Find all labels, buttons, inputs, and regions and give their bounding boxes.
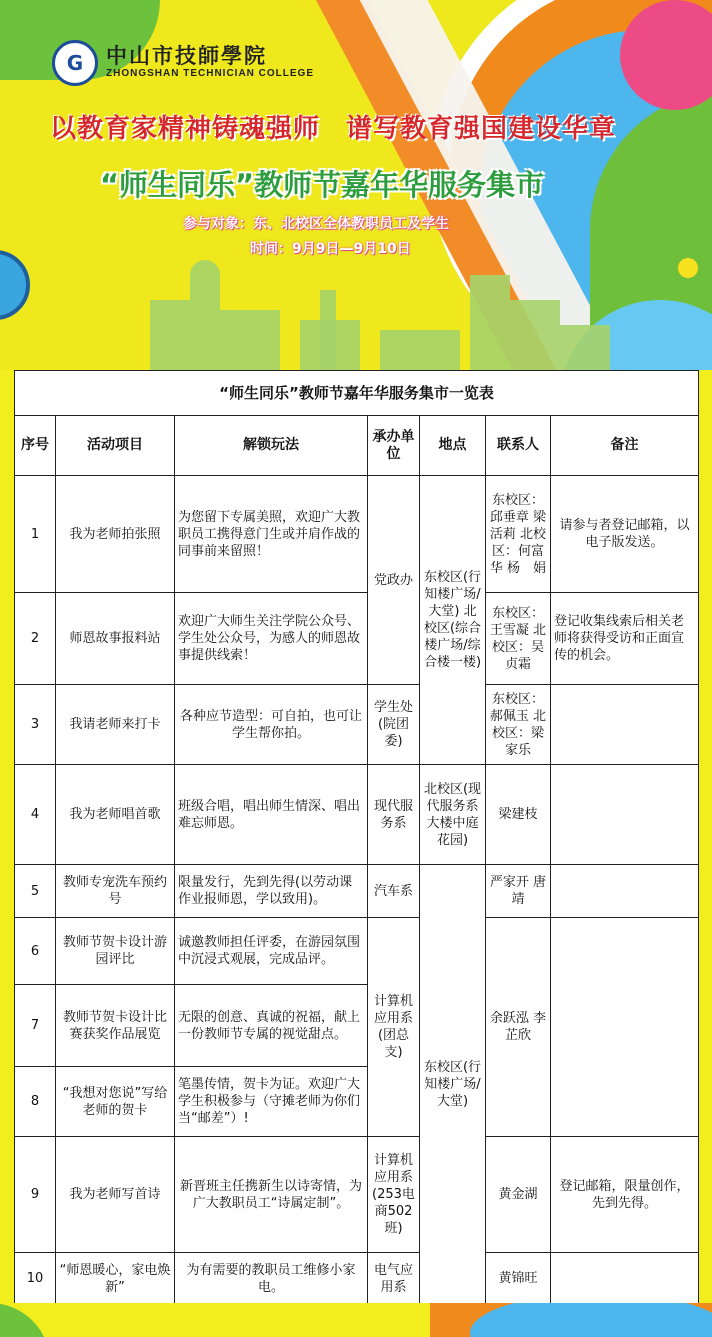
row-organizer: 学生处(院团委) [368,685,420,765]
row-note [551,865,699,918]
row-organizer: 计算机应用系(253电商502班) [368,1137,420,1253]
college-emblem-icon: G [52,40,98,86]
row-play: 笔墨传情，贺卡为证。欢迎广大学生积极参与（守摊老师为你们当“邮差”）! [175,1067,368,1137]
row-activity: 师恩故事报料站 [56,593,175,685]
participants-text: 参与对象：东、北校区全体教职员工及学生 [183,216,449,232]
row-activity: 教师节贺卡设计比赛获奖作品展览 [56,985,175,1067]
header-organizer: 承办单位 [368,416,420,476]
header-activity: 活动项目 [56,416,175,476]
table-row [15,765,699,865]
row-location: 东校区(行知楼广场/大堂) 北校区(综合楼广场/综合楼一楼) [420,476,486,765]
row-contact: 黄锦旺 [486,1253,551,1305]
table-row [15,593,699,685]
row-activity: “师恩暖心，家电焕新” [56,1253,175,1305]
header-contact: 联系人 [486,416,551,476]
row-play: 欢迎广大师生关注学院公众号、学生处公众号，为感人的师恩故事提供线索！ [175,593,368,685]
decorative-yellow-dot [678,258,698,278]
row-note [551,1253,699,1305]
row-play: 为您留下专属美照，欢迎广大教职员工携得意门生或并肩作战的同事前来留照！ [175,476,368,593]
row-index: 5 [15,865,56,918]
bottom-decoration [0,1303,712,1337]
college-name-en: ZHONGSHAN TECHNICIAN COLLEGE [106,68,314,79]
row-note [551,765,699,865]
row-contact: 严家开 唐 靖 [486,865,551,918]
row-index: 7 [15,985,56,1067]
row-note [551,685,699,765]
row-contact: 东校区：邱垂章 梁活莉 北校区：何富华 杨 娟 [486,476,551,593]
row-activity: 我为老师拍张照 [56,476,175,593]
header-banner [0,0,712,370]
row-activity: 我为老师写首诗 [56,1137,175,1253]
row-index: 6 [15,918,56,985]
row-index: 3 [15,685,56,765]
row-index: 10 [15,1253,56,1305]
row-organizer: 计算机应用系(团总支) [368,918,420,1137]
row-organizer: 党政办 [368,476,420,685]
row-index: 1 [15,476,56,593]
slogan-right: 谱写教育强国建设华章 [346,114,617,144]
row-note [551,918,699,1137]
time-text: 时间：9月9日—9月10日 [250,241,411,257]
row-contact: 余跃泓 李芷欣 [486,918,551,1137]
table-row [15,918,699,985]
row-index: 8 [15,1067,56,1137]
college-name-cn: 中山市技師學院 [106,43,267,68]
row-activity: 教师节贺卡设计游园评比 [56,918,175,985]
row-note: 登记收集线索后相关老师将获得受访和正面宣传的机会。 [551,593,699,685]
table-row [15,1253,699,1305]
row-contact: 梁建枝 [486,765,551,865]
row-play: 无限的创意、真诚的祝福，献上一份教师节专属的视觉甜点。 [175,985,368,1067]
row-note: 请参与者登记邮箱，以电子版发送。 [551,476,699,593]
schedule-table-container [14,370,699,1305]
row-organizer: 现代服务系 [368,765,420,865]
row-activity: 教师专宠洗车预约号 [56,865,175,918]
schedule-table [14,370,699,1305]
event-title: “师生同乐”教师节嘉年华服务集市 [100,168,545,202]
table-row [15,685,699,765]
header-index: 序号 [15,416,56,476]
row-contact: 东校区：王雪凝 北校区：吴贞霜 [486,593,551,685]
header-note: 备注 [551,416,699,476]
row-organizer: 电气应用系 [368,1253,420,1305]
table-caption: “师生同乐”教师节嘉年华服务集市一览表 [15,371,699,416]
table-row [15,865,699,918]
header-play: 解锁玩法 [175,416,368,476]
row-contact: 黄金湖 [486,1137,551,1253]
row-activity: “我想对您说”写给老师的贺卡 [56,1067,175,1137]
slogan-left: 以教育家精神铸魂强师 [50,114,321,144]
row-organizer: 汽车系 [368,865,420,918]
table-row [15,476,699,593]
table-row [15,1137,699,1253]
row-play: 为有需要的教职员工维修小家电。 [175,1253,368,1305]
row-play: 限量发行，先到先得(以劳动课作业报师恩，学以致用)。 [175,865,368,918]
decorative-blue-dot [0,250,30,320]
row-location: 北校区(现代服务系大楼中庭花园) [420,765,486,865]
college-logo [52,40,314,86]
row-index: 4 [15,765,56,865]
row-play: 各种应节造型：可自拍，也可让学生帮你拍。 [175,685,368,765]
row-play: 新晋班主任携新生以诗寄情，为广大教职员工“诗属定制”。 [175,1137,368,1253]
row-location: 东校区(行知楼广场/大堂) [420,865,486,1305]
table-header-row [15,416,699,476]
row-index: 9 [15,1137,56,1253]
row-activity: 我为老师唱首歌 [56,765,175,865]
row-activity: 我请老师来打卡 [56,685,175,765]
row-index: 2 [15,593,56,685]
row-play: 班级合唱，唱出师生情深、唱出难忘师恩。 [175,765,368,865]
row-contact: 东校区：郝佩玉 北校区：梁家乐 [486,685,551,765]
row-note: 登记邮箱，限量创作，先到先得。 [551,1137,699,1253]
header-location: 地点 [420,416,486,476]
row-play: 诚邀教师担任评委，在游园氛围中沉浸式观展，完成品评。 [175,918,368,985]
table-caption-row [15,371,699,416]
slogan [50,108,670,145]
